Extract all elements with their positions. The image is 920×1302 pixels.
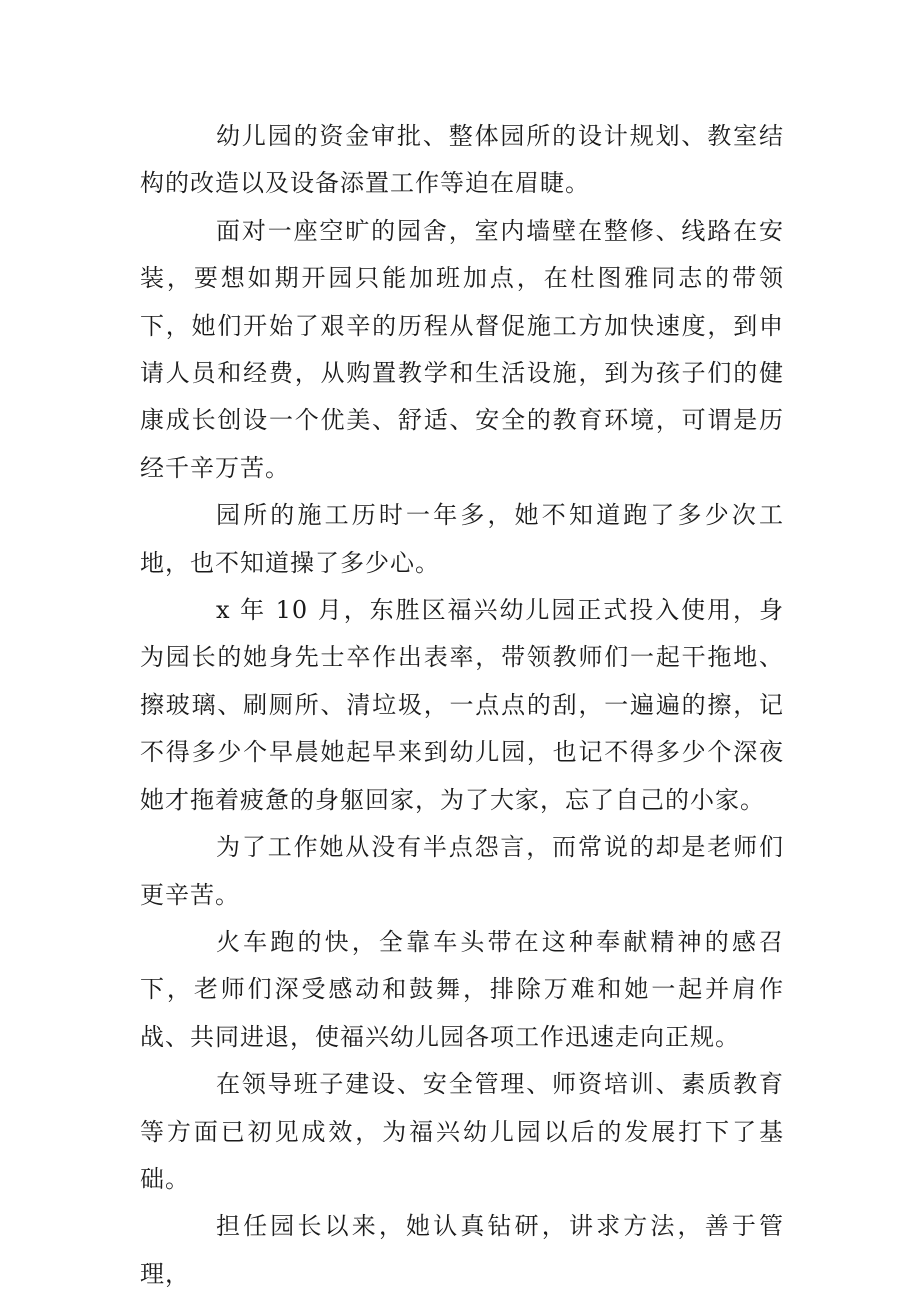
paragraph-5: 为了工作她从没有半点怨言，而常说的却是老师们更辛苦。 [140,833,784,909]
document-body [140,113,784,1298]
paragraph-3: 园所的施工历时一年多，她不知道跑了多少次工地，也不知道操了多少心。 [140,501,784,577]
paragraph-1: 幼儿园的资金审批、整体园所的设计规划、教室结构的改造以及设备添置工作等迫在眉睫。 [140,122,784,198]
paragraph-6: 火车跑的快，全靠车头带在这种奉献精神的感召下，老师们深受感动和鼓舞，排除万难和她一起并肩作战、共同进退，使福兴幼儿园各项工作迅速走向正规。 [140,927,784,1051]
paragraph-2: 面对一座空旷的园舍，室内墙壁在整修、线路在安装，要想如期开园只能加班加点，在杜图雅同志的带领下，她们开始了艰辛的历程从督促施工方加快速度，到申请人员和经费，从购置教学和生活设施，到为孩子们的健康成长创设一个优美、舒适、安全的教育环境，可谓是历经千辛万苦。 [140,216,784,482]
paragraph-7: 在领导班子建设、安全管理、师资培训、素质教育等方面已初见成效，为福兴幼儿园以后的发展打下了基础。 [140,1070,784,1193]
paragraph-8: 担任园长以来，她认真钻研，讲求方法，善于管理， [140,1212,784,1288]
paragraph-4: x 年 10 月，东胜区福兴幼儿园正式投入使用，身为园长的她身先士卒作出表率，带领教师们一起干拖地、擦玻璃、刷厕所、清垃圾，一点点的刮，一遍遍的擦，记不得多少个早晨她起早来到幼儿园，也记不得多少个深夜她才拖着疲惫的身躯回家，为了大家，忘了自己的小家。 [140,596,784,814]
